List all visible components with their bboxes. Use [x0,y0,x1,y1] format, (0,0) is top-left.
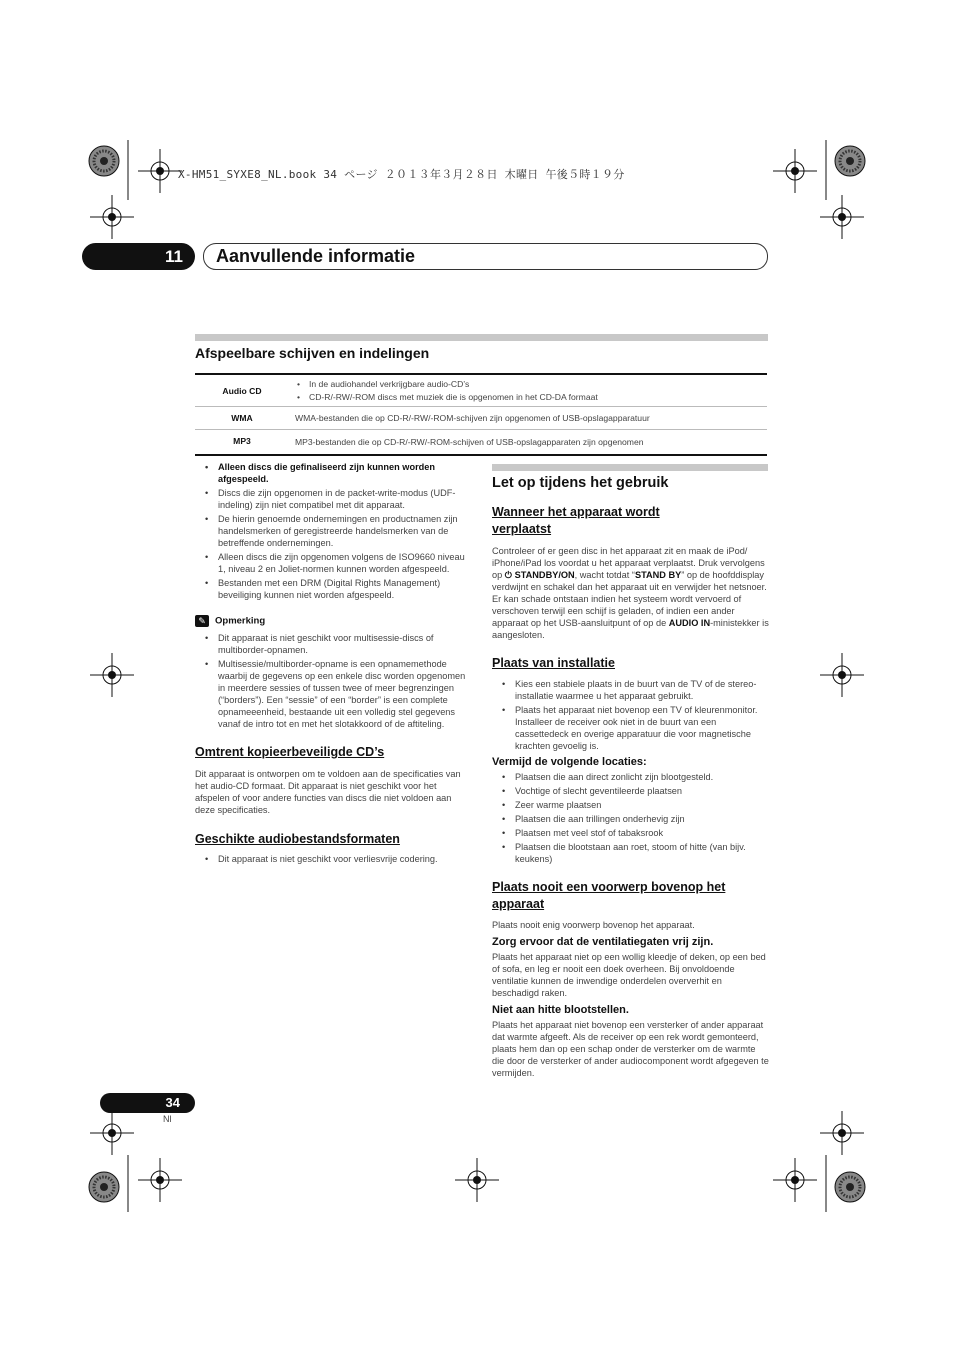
note-bullets [195,632,470,730]
table-row [195,430,767,455]
no-objects-title: Plaats nooit een voorwerp bovenop het apparaat [492,880,726,911]
list-item: • Alleen discs die gefinaliseerd zijn kunnen worden afgespeeld. [195,461,470,485]
list-item: • Plaatsen die aan trillingen onderhevig zijn [492,813,770,825]
list-item: • Zeer warme plaatsen [492,799,770,811]
copy-protected-text: Dit apparaat is ontworpen om te voldoen aan de specificaties van het audio-CD formaat. Dit apparaat is niet geschikt voor het afspelen of voor andere functies van discs die niet voldoen aan deze specificaties. [195,769,461,815]
table-cell: MP3-bestanden die op CD-R/-RW/-ROM-schijven of USB-opslagapparaten zijn opgenomen [295,437,644,447]
list-item: • Plaatsen die blootstaan aan roet, stoom of hitte (van bijv. keukens) [492,841,770,865]
heat-title: Niet aan hitte blootstellen. [492,1004,629,1016]
text-span: Controleer of er geen disc in het apparaat zit en maak de iPod/ iPhone/iPad los voordat u het apparaat verplaatst. Druk vervolgens op [492,546,765,580]
table-row [195,407,767,430]
text-span: -ministekker is aangesloten. [492,618,769,640]
list-item: • CD-R/-RW/-ROM discs met muziek die is opgenomen in het CD-DA formaat [295,392,761,402]
section-title-playable-discs: Afspeelbare schijven en indelingen [195,345,430,361]
ventilation-text: Plaats het apparaat niet op een wollig kleedje of deken, op een bed of sofa, en leg er nooit een doek overheen. Bij onvoldoende ventilatie kunnen de inwendige onderdelen oververhit en beschadigd raken. [492,952,766,998]
ventilation-title: Zorg ervoor dat de ventilatiegaten vrij zijn. [492,936,714,948]
note-icon: ✎ [195,615,209,627]
formats-bullets [195,853,470,865]
audio-in-label: AUDIO IN [668,618,711,628]
avoid-bullets [492,771,770,865]
standby-display: STAND BY [634,570,682,580]
note-heading [195,615,470,627]
chapter-title: Aanvullende informatie [203,243,768,270]
section-title-usage: Let op tijdens het gebruik [492,475,669,491]
list-item: • Vochtige of slecht geventileerde plaatsen [492,785,770,797]
text-span: ” op de hoofddisplay verdwijnt en schakel dan het apparaat uit en verwijder het netsnoer. Er kan schade ontstaan indien het systeem wordt vervoerd of verschoven terwijl een schijf is geladen, of indien een ander apparaat op het USB-aansluitpunt of op de [492,570,767,628]
list-item: • Discs die zijn opgenomen in de packet-write-modus (UDF-indeling) zijn niet compatibel met dit apparaat. [195,487,470,511]
list-item: • Multisessie/multiborder-opname is een opnamemethode waarbij de gegevens op een enkele disc worden opgenomen in meerdere sessies of tussen twee of meer begrenzingen (“borders”). Een “sessie” of een “border” is een complete opnameeenheid, bestaande uit een volledig stel gegevens vanaf de intro tot en met het slotakkoord of de aftiteling. [195,658,470,730]
list-item: • Plaats het apparaat niet bovenop een TV of kleurenmonitor. Installeer de receiver ook niet in de buurt van een cassettedeck en overige apparatuur die voor magnetische krachten gevoelig is. [492,704,770,752]
heat-text: Plaats het apparaat niet bovenop een versterker of ander apparaat dat warmte afgeeft. Als de receiver op een rek wordt gemonteerd, plaats hem dan op een schap onder de versterker om de warmte die door de versterker of ander audiocomponent wordt afgegeven te vermijden. [492,1020,769,1078]
list-item: • Plaatsen die aan direct zonlicht zijn blootgesteld. [492,771,770,783]
page-number: 34 [100,1093,195,1113]
list-item: • Alleen discs die zijn opgenomen volgens de ISO9660 niveau 1, niveau 2 en Joliet-normen kunnen worden afgespeeld. [195,551,470,575]
formats-table [195,373,767,456]
list-item: • Bestanden met een DRM (Digital Rights Management) beveiliging kunnen niet worden afgespeeld. [195,577,470,601]
moving-title: Wanneer het apparaat wordt verplaatst [492,505,660,536]
list-item: • In de audiohandel verkrijgbare audio-CD’s [295,379,761,389]
installation-bullets [492,678,770,752]
table-label: WMA [195,407,289,430]
table-label: Audio CD [195,375,289,407]
text-span: , wacht totdat “ [574,570,635,580]
right-column [492,475,770,1079]
table-row [195,375,767,407]
note-title: Opmerking [215,615,266,627]
table-cell [289,375,767,407]
installation-title: Plaats van installatie [492,656,615,670]
language-code: Nl [163,1114,172,1124]
section-bar [195,334,768,341]
disc-bullets [195,461,470,601]
list-item: • Kies een stabiele plaats in de buurt van de TV of de stereo-installatie waarmee u het apparaat gebruikt. [492,678,770,702]
section-bar [492,464,768,471]
table-label: MP3 [233,436,251,446]
no-objects-text: Plaats nooit enig voorwerp bovenop het apparaat. [492,920,695,930]
chapter-number: 11 [82,243,195,270]
left-column [195,461,470,867]
list-item: • De hierin genoemde ondernemingen en productnamen zijn handelsmerken of geregistreerde handelsmerken van de betreffende ondernemingen. [195,513,470,549]
list-item: • Plaatsen met veel stof of tabaksrook [492,827,770,839]
avoid-title: Vermijd de volgende locaties: [492,756,647,768]
print-header: X-HM51_SYXE8_NL.book 34 ページ ２０１３年３月２８日 木曜日 午後５時１９分 [178,168,625,181]
list-item: • Dit apparaat is niet geschikt voor verliesvrije codering. [195,853,470,865]
copy-protected-title: Omtrent kopieerbeveiligde CD’s [195,745,385,759]
standby-label: ⏻ STANDBY/ON [504,570,575,580]
list-item: • Dit apparaat is niet geschikt voor multisessie-discs of multiborder-opnamen. [195,632,470,656]
audio-formats-title: Geschikte audiobestandsformaten [195,832,400,846]
table-cell: WMA-bestanden die op CD-R/-RW/-ROM-schijven zijn opgenomen of USB-opslagapparatuur [289,407,767,430]
moving-text [492,545,770,641]
